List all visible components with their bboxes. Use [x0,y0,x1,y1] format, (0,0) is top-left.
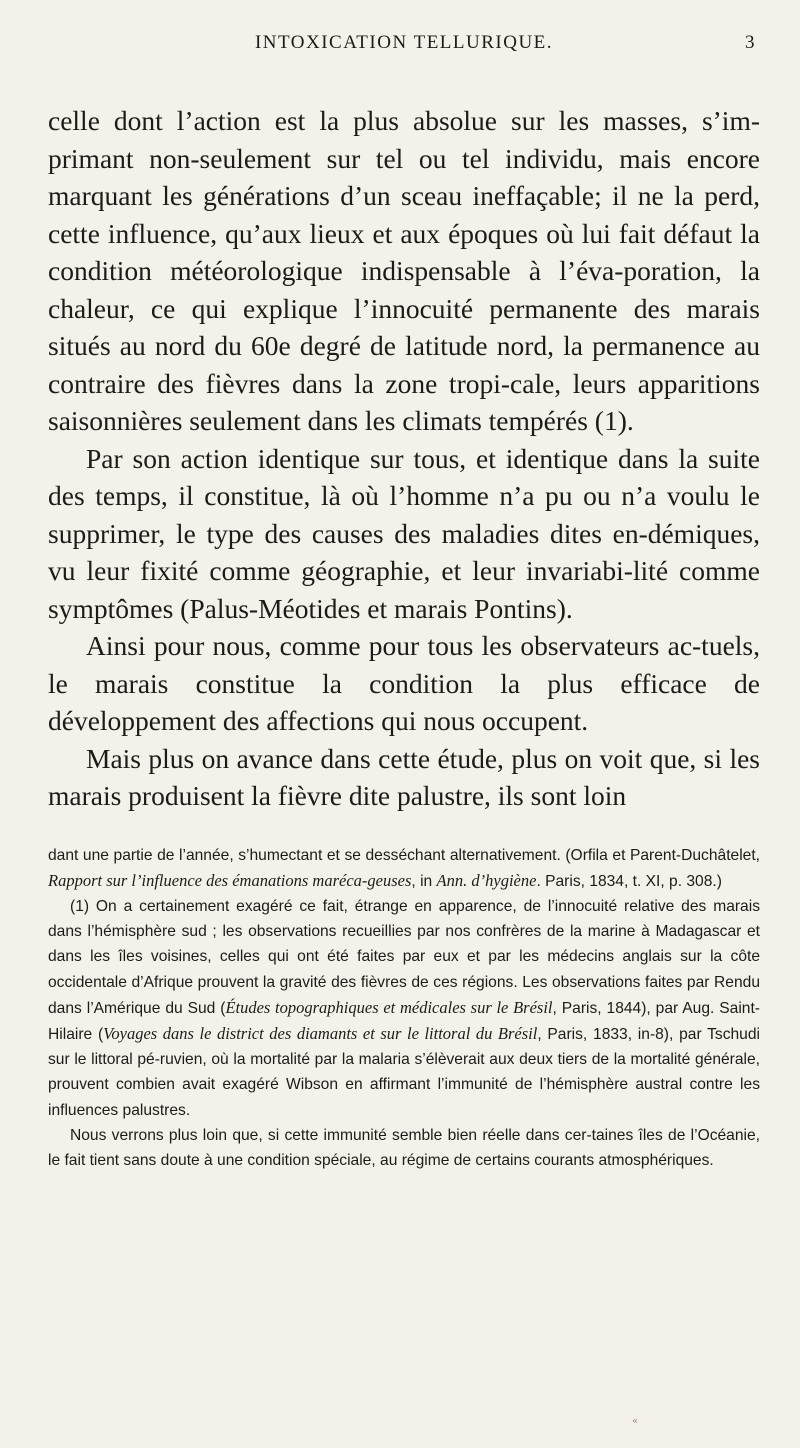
paragraph-palustre-fever: Mais plus on avance dans cette étude, plus on voit que, si les marais produisent la fièvre dite palustre, ils sont loin [48,742,760,811]
footnote-continuation [48,843,760,894]
paragraph-continuation: celle dont l’action est la plus absolue sur les masses, s’im-primant non-seulement sur tel ou tel individu, mais encore marquant les générations d’un sceau ineffaçable; il ne la perd, cette influence, qu’aux lieux et aux époques où lui fait défaut la condition météorologique indispensable à l’éva-poration, la chaleur, ce qui explique l’innocuité permanente des marais situés au nord du 60e degré de latitude nord, la permanence au contraire des fièvres dans la zone tropi-cale, leurs apparitions saisonnières seulement dans les climats tempérés (1). [48,105,760,436]
footnote-citation-title: Études topographiques et médicales sur le Brésil [225,997,553,1017]
footnote-citation-title: Rapport sur l’influence des émanations maréca-geuses [48,870,412,890]
footnote-1 [48,894,760,1123]
footnote-text: dant une partie de l’année, s’humectant et se desséchant alternativement. (Orfila et Parent-Duchâtelet, [48,846,760,864]
footnote-text: . Paris, 1834, t. XI, p. 308.) [536,872,722,890]
footnote-text: (1) On a certainement exagéré ce fait, étrange en apparence, de l’innocuité relative des marais dans l’hémisphère sud ; les observations recueillies par nos confrères de la marine à Madagascar et dans les îles voisines, celles qui ont été faites par eux et par les médecins anglais sur la côte occidentale d’Afrique prouvent la gravité des fièvres de ces régions. Les observations faites par Rendu dans l’Amérique du Sud ( [48,897,760,1017]
printer-mark: « [632,1416,639,1427]
paragraph-endemic-causes: Par son action identique sur tous, et identique dans la suite des temps, il constitue, là où l’homme n’a pu ou n’a voulu le supprimer, le type des causes des maladies dites en-démiques, vu leur fixité comme géographie, et leur invariabi-lité comme symptômes (Palus-Méotides et marais Pontins). [48,442,760,624]
running-title: INTOXICATION TELLURIQUE. [254,32,554,53]
footnote-1-continued: Nous verrons plus loin que, si cette immunité semble bien réelle dans cer-taines îles de l’Océanie, le fait tient sans doute à une condition spéciale, au régime de certains courants atmosphériques. [48,1126,760,1169]
page-header [48,32,760,66]
footnote-text: , in [411,872,437,890]
book-page [48,32,760,1173]
footnotes [48,843,760,1174]
main-text [48,102,760,815]
footnote-citation-title: Voyages dans le district des diamants et sur le littoral du Brésil [103,1023,538,1043]
page-number: 3 [745,32,756,53]
paragraph-marsh-condition: Ainsi pour nous, comme pour tous les observateurs ac-tuels, le marais constitue la condition la plus efficace de développement des affections qui nous occupent. [48,630,760,736]
footnote-journal-title: Ann. d’hygiène [436,870,537,890]
footnote-text: , Paris, 1844), par Aug. Saint-Hilaire ( [48,999,760,1043]
footnote-text: , Paris, 1833, in-8), par Tschudi sur le littoral pé-ruvien, où la mortalité par la malaria s’élèverait aux deux tiers de la mortalité générale, prouvent combien avait exagéré Wibson en affirmant l’immunité de l’hémisphère austral contre les influences palustres. [48,1025,760,1119]
